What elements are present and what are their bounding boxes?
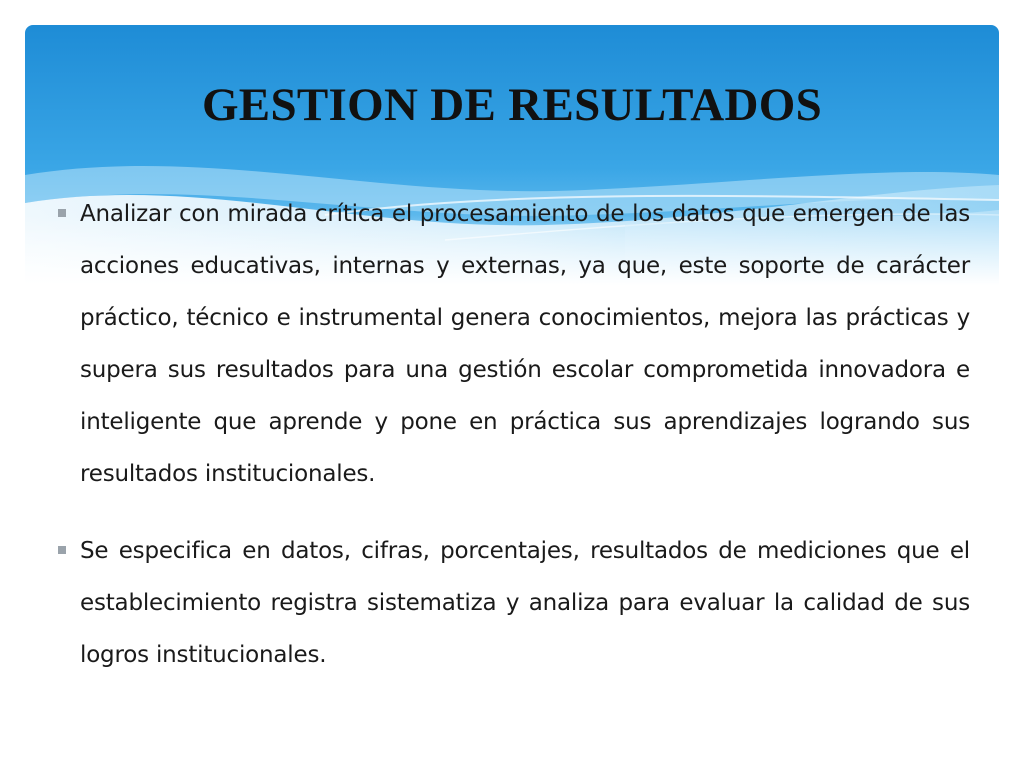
square-bullet-icon bbox=[58, 209, 66, 217]
slide-title: GESTION DE RESULTADOS bbox=[201, 79, 823, 131]
bullet-text: Se especifica en datos, cifras, porcentajes, resultados de mediciones que el establecimiento registra sistematiza y analiza para evaluar la calidad de sus logros institucionales. bbox=[80, 538, 970, 668]
bullet-list bbox=[56, 188, 970, 681]
bullet-text: Analizar con mirada crítica el procesamiento de los datos que emergen de las acciones educativas, internas y externas, ya que, este soporte de carácter práctico, técnico e instrumental genera conocimientos, mejora las prácticas y supera sus resultados para una gestión escolar comprometida innovadora e inteligente que aprende y pone en práctica sus aprendizajes logrando sus resultados institucionales. bbox=[80, 201, 970, 487]
bullet-item bbox=[56, 188, 970, 500]
square-bullet-icon bbox=[58, 546, 66, 554]
bullet-item bbox=[56, 525, 970, 681]
